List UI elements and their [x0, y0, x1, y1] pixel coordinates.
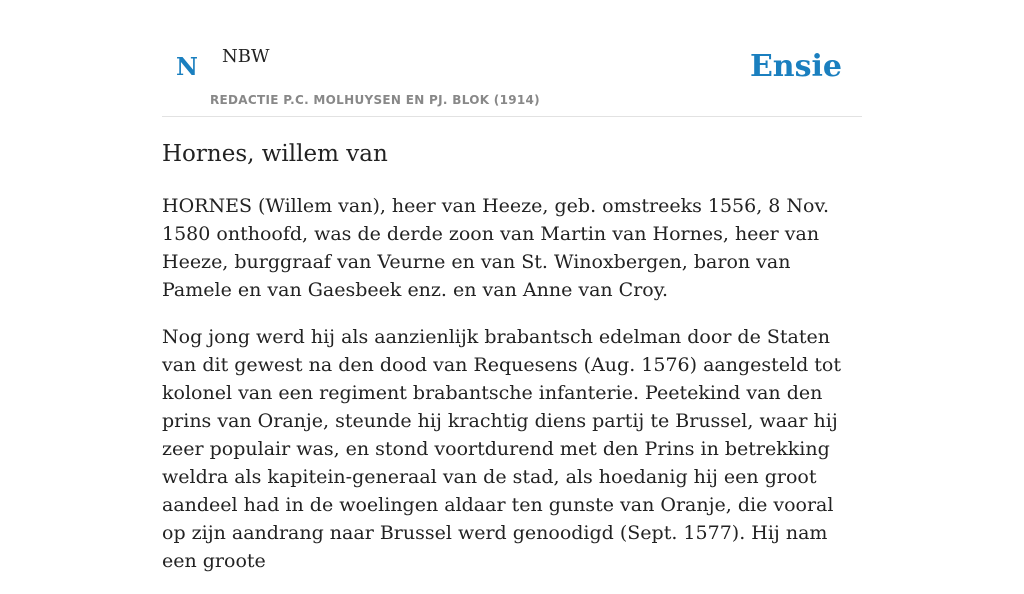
source-name[interactable]: NBW	[222, 46, 270, 67]
source-logo[interactable]: N	[176, 52, 198, 81]
article-paragraph: HORNES (Willem van), heer van Heeze, geb. omstreeks 1556, 8 Nov. 1580 onthoofd, was de derde zoon van Martin van Hornes, heer van Heeze, burggraaf van Veurne en van St. Winoxbergen, baron van Pamele en van Gaesbeek enz. en van Anne van Croy.	[162, 195, 830, 301]
page	[162, 0, 862, 572]
article-body	[162, 192, 862, 594]
article-paragraph: Nog jong werd hij als aanzienlijk brabantsch edelman door de Staten van dit gewest na den dood van Requesens (Aug. 1576) aangesteld tot kolonel van een regiment brabantsche infanterie. Peetekind van den prins van Oranje, steunde hij krachtig diens partij te Brussel, waar hij zeer populair was, en stond voortdurend met den Prins in betrekking weldra als kapitein-generaal van de stad, als hoedanig hij een groot aandeel had in de woelingen aldaar ten gunste van Oranje, die vooral op zijn aandrang naar Brussel werd genoodigd (Sept. 1577). Hij nam een groote	[162, 326, 842, 572]
article-title: Hornes, willem van	[162, 141, 388, 167]
brand-logo[interactable]: Ensie	[749, 49, 842, 84]
header	[162, 0, 862, 117]
source-subtitle: REDACTIE P.C. MOLHUYSEN EN PJ. BLOK (1914)	[210, 93, 540, 107]
